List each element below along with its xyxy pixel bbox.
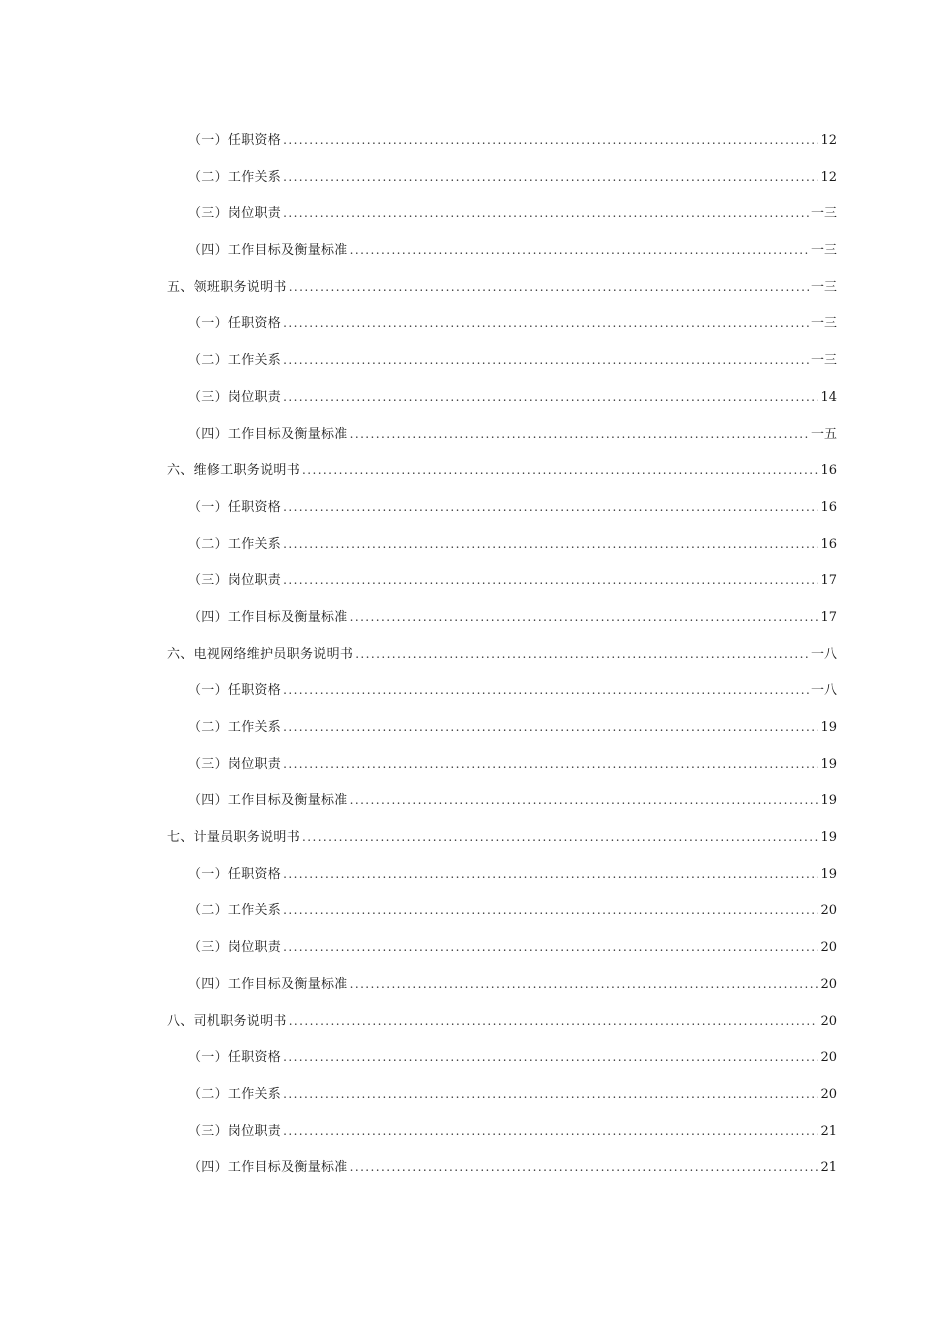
- toc-dot-leader: [350, 425, 809, 443]
- toc-page-number: 19: [820, 793, 837, 809]
- toc-dot-leader: [283, 938, 818, 956]
- toc-dot-leader: [283, 1122, 818, 1140]
- toc-page-number: 20: [820, 1013, 837, 1029]
- toc-subsection-entry[interactable]: [167, 204, 837, 241]
- toc-dot-leader: [283, 1048, 818, 1066]
- toc-subsection-entry[interactable]: [167, 425, 837, 462]
- toc-subsection-entry[interactable]: [167, 718, 837, 755]
- toc-page-number: 16: [820, 463, 837, 479]
- toc-entry-title: （三）岗位职责: [188, 1123, 282, 1139]
- toc-entry-title: （四）工作目标及衡量标准: [188, 609, 348, 625]
- toc-entry-title: （二）工作关系: [188, 903, 282, 919]
- toc-page-number: 21: [820, 1160, 837, 1176]
- toc-subsection-entry[interactable]: [167, 901, 837, 938]
- toc-entry-title: （三）岗位职责: [188, 389, 282, 405]
- toc-page-number: 20: [820, 1086, 837, 1102]
- toc-entry-title: （一）任职资格: [188, 683, 282, 699]
- toc-entry-title: （三）岗位职责: [188, 206, 282, 222]
- toc-dot-leader: [283, 535, 818, 553]
- toc-entry-title: （二）工作关系: [188, 169, 282, 185]
- toc-subsection-entry[interactable]: [167, 681, 837, 718]
- toc-page-number: 20: [820, 1050, 837, 1066]
- toc-entry-title: （一）任职资格: [188, 499, 282, 515]
- toc-dot-leader: [283, 314, 809, 332]
- toc-entry-title: （一）任职资格: [188, 866, 282, 882]
- table-of-contents: [167, 131, 837, 1195]
- toc-dot-leader: [289, 278, 809, 296]
- toc-section-entry[interactable]: [167, 828, 837, 865]
- toc-dot-leader: [350, 608, 819, 626]
- toc-entry-title: （三）岗位职责: [188, 940, 282, 956]
- toc-entry-title: （三）岗位职责: [188, 756, 282, 772]
- toc-dot-leader: [350, 1158, 819, 1176]
- toc-entry-title: （二）工作关系: [188, 720, 282, 735]
- toc-entry-title: 七、计量员职务说明书: [167, 830, 301, 846]
- toc-dot-leader: [350, 791, 819, 809]
- toc-page-number: 17: [820, 609, 837, 625]
- toc-subsection-entry[interactable]: [167, 314, 837, 351]
- toc-section-entry[interactable]: [167, 278, 837, 315]
- toc-dot-leader: [283, 498, 818, 516]
- toc-dot-leader: [283, 718, 818, 736]
- toc-page-number: 20: [820, 976, 837, 992]
- toc-page-number: 19: [820, 830, 837, 846]
- toc-subsection-entry[interactable]: [167, 1122, 837, 1159]
- toc-entry-title: （四）工作目标及衡量标准: [188, 1160, 348, 1176]
- toc-subsection-entry[interactable]: [167, 1158, 837, 1195]
- toc-page-number: 一八: [810, 646, 837, 662]
- toc-dot-leader: [350, 975, 819, 993]
- toc-subsection-entry[interactable]: [167, 975, 837, 1012]
- toc-dot-leader: [355, 645, 809, 663]
- toc-dot-leader: [283, 351, 809, 369]
- toc-page-number: 12: [820, 133, 837, 148]
- toc-page-number: 19: [820, 756, 837, 772]
- toc-subsection-entry[interactable]: [167, 241, 837, 278]
- toc-page-number: 16: [820, 536, 837, 552]
- toc-dot-leader: [283, 168, 818, 186]
- toc-page-number: 一三: [810, 316, 837, 332]
- toc-section-entry[interactable]: [167, 461, 837, 498]
- toc-page-number: 21: [820, 1123, 837, 1139]
- toc-subsection-entry[interactable]: [167, 608, 837, 645]
- toc-entry-title: 五、领班职务说明书: [167, 279, 287, 295]
- toc-subsection-entry[interactable]: [167, 791, 837, 828]
- toc-page-number: 19: [820, 866, 837, 882]
- toc-subsection-entry[interactable]: [167, 1048, 837, 1085]
- toc-entry-title: （三）岗位职责: [188, 573, 282, 589]
- toc-dot-leader: [283, 204, 809, 222]
- toc-subsection-entry[interactable]: [167, 388, 837, 425]
- toc-entry-title: 六、电视网络维护员职务说明书: [167, 646, 354, 662]
- toc-subsection-entry[interactable]: [167, 1085, 837, 1122]
- toc-subsection-entry[interactable]: [167, 571, 837, 608]
- toc-page-number: 17: [820, 573, 837, 589]
- toc-entry-title: 六、维修工职务说明书: [167, 463, 301, 479]
- toc-subsection-entry[interactable]: [167, 535, 837, 572]
- toc-page-number: 20: [820, 940, 837, 956]
- toc-page-number: 一三: [810, 353, 837, 369]
- toc-dot-leader: [283, 1085, 818, 1103]
- toc-subsection-entry[interactable]: [167, 498, 837, 535]
- toc-subsection-entry[interactable]: [167, 755, 837, 792]
- toc-entry-title: （四）工作目标及衡量标准: [188, 243, 348, 259]
- toc-subsection-entry[interactable]: [167, 131, 837, 168]
- toc-dot-leader: [283, 865, 818, 883]
- toc-page-number: 一三: [810, 206, 837, 222]
- toc-entry-title: （二）工作关系: [188, 353, 282, 369]
- toc-dot-leader: [350, 241, 809, 259]
- toc-page-number: 一八: [810, 683, 837, 699]
- toc-page-number: 19: [820, 720, 837, 735]
- toc-entry-title: （一）任职资格: [188, 1050, 282, 1066]
- toc-entry-title: （四）工作目标及衡量标准: [188, 976, 348, 992]
- toc-dot-leader: [302, 461, 818, 479]
- toc-section-entry[interactable]: [167, 645, 837, 682]
- toc-dot-leader: [289, 1012, 819, 1030]
- toc-entry-title: （一）任职资格: [188, 316, 282, 332]
- toc-entry-title: 八、司机职务说明书: [167, 1013, 287, 1029]
- toc-dot-leader: [283, 388, 818, 406]
- toc-entry-title: （四）工作目标及衡量标准: [188, 793, 348, 809]
- toc-subsection-entry[interactable]: [167, 865, 837, 902]
- toc-subsection-entry[interactable]: [167, 351, 837, 388]
- toc-page-number: 14: [820, 389, 837, 405]
- toc-page-number: 16: [820, 499, 837, 515]
- toc-subsection-entry[interactable]: [167, 168, 837, 205]
- toc-entry-title: （二）工作关系: [188, 536, 282, 552]
- toc-page-number: 12: [820, 169, 837, 185]
- toc-dot-leader: [283, 755, 818, 773]
- toc-page-number: 20: [820, 903, 837, 919]
- toc-dot-leader: [283, 131, 818, 149]
- toc-entry-title: （四）工作目标及衡量标准: [188, 426, 348, 442]
- toc-dot-leader: [283, 901, 818, 919]
- toc-page-number: 一五: [810, 426, 837, 442]
- toc-dot-leader: [283, 571, 818, 589]
- toc-subsection-entry[interactable]: [167, 938, 837, 975]
- toc-page-number: 一三: [810, 243, 837, 259]
- toc-page-number: 一三: [810, 279, 837, 295]
- toc-dot-leader: [283, 681, 809, 699]
- toc-section-entry[interactable]: [167, 1012, 837, 1049]
- toc-entry-title: （二）工作关系: [188, 1086, 282, 1102]
- toc-dot-leader: [302, 828, 818, 846]
- toc-entry-title: （一）任职资格: [188, 133, 282, 148]
